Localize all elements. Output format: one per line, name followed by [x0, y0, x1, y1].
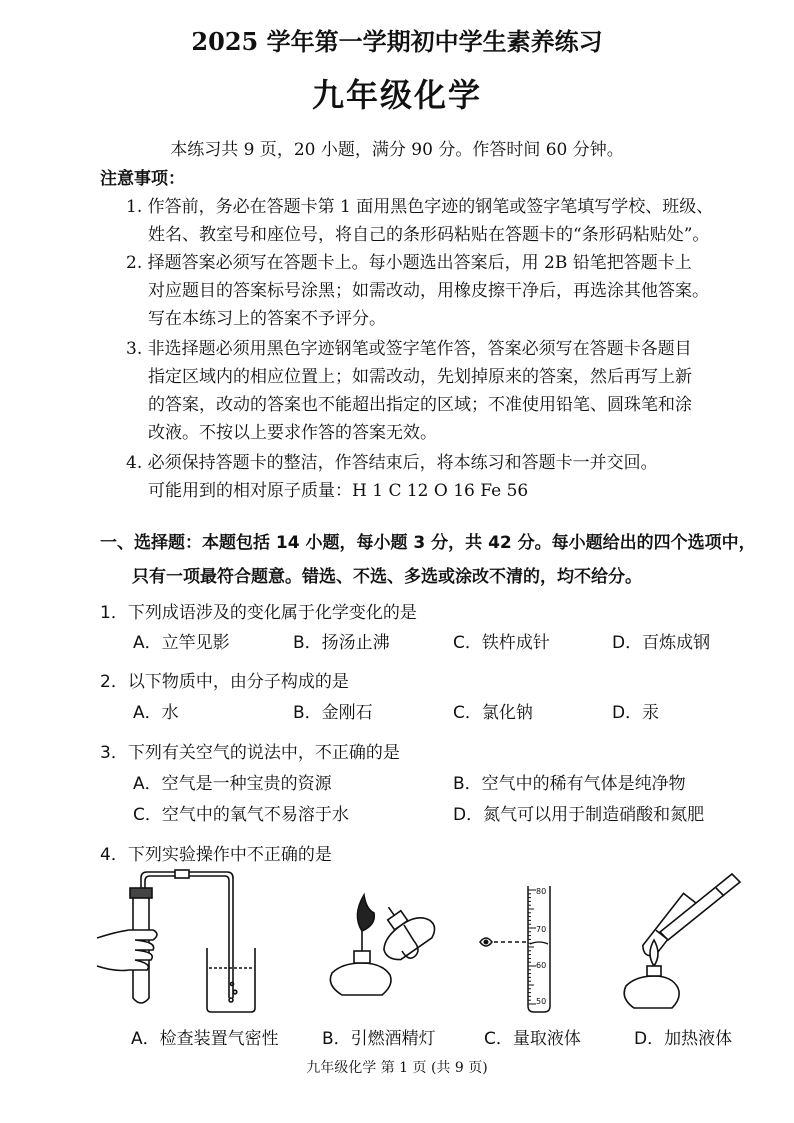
question-stem: 1．下列成语涉及的变化属于化学变化的是 — [100, 603, 417, 623]
notice-line: 4. 必须保持答题卡的整洁，作答结束后，将本练习和答题卡一并交回。 — [126, 453, 658, 473]
section-heading: 一、选择题：本题包括 14 小题，每小题 3 分，共 42 分。每小题给出的四个选项中， — [100, 533, 756, 553]
exam-intro: 本练习共 9 页，20 小题，满分 90 分。作答时间 60 分钟。 — [170, 140, 624, 160]
option-a: A．检查装置气密性 — [131, 1029, 279, 1049]
cylinder-tick-label: 50 — [536, 997, 547, 1006]
question-stem: 4．下列实验操作中不正确的是 — [100, 845, 332, 865]
notice-line: 对应题目的答案标号涂黑；如需改动，用橡皮擦干净后，再选涂其他答案。 — [148, 281, 709, 301]
option-a: A．立竿见影 — [133, 633, 230, 653]
option-c: C．铁杵成针 — [453, 633, 550, 653]
option-b: B．引燃酒精灯 — [322, 1029, 436, 1049]
graduated-cylinder-figure — [478, 882, 578, 1017]
atomic-mass-line: 可能用到的相对原子质量：H 1 C 12 O 16 Fe 56 — [148, 481, 529, 501]
cylinder-tick-label: 80 — [536, 887, 547, 896]
option-b: B．扬汤止沸 — [293, 633, 390, 653]
alcohol-lamp-figure — [318, 885, 458, 1015]
cylinder-tick-label: 60 — [536, 961, 547, 970]
cylinder-tick-label: 70 — [536, 925, 547, 934]
airtightness-figure — [95, 868, 275, 1016]
option-c: C．量取液体 — [484, 1029, 581, 1049]
question-stem: 2．以下物质中，由分子构成的是 — [100, 672, 349, 692]
option-c: C．空气中的氧气不易溶于水 — [133, 805, 349, 825]
option-d: D．百炼成钢 — [612, 633, 711, 653]
notice-line: 写在本练习上的答案不予评分。 — [148, 309, 386, 329]
page-footer: 九年级化学 第 1 页 (共 9 页) — [306, 1060, 488, 1076]
notice-line: 的答案，改动的答案也不能超出指定的区域；不准使用铅笔、圆珠笔和涂 — [148, 395, 692, 415]
option-a: A．空气是一种宝贵的资源 — [133, 774, 332, 794]
option-d: D．汞 — [612, 703, 660, 723]
question-stem: 3．下列有关空气的说法中，不正确的是 — [100, 743, 400, 763]
notice-line: 改液。不按以上要求作答的答案无效。 — [148, 423, 437, 443]
option-c: C．氯化钠 — [453, 703, 533, 723]
notice-line: 1. 作答前，务必在答题卡第 1 面用黑色字迹的钢笔或签字笔填写学校、班级、 — [126, 197, 714, 217]
notice-line: 姓名、教室号和座位号，将自己的条形码粘贴在答题卡的“条形码粘贴处”。 — [148, 225, 710, 245]
subject-title: 九年级化学 — [311, 76, 482, 114]
option-b: B．金刚石 — [293, 703, 373, 723]
option-d: D．氮气可以用于制造硝酸和氮肥 — [453, 805, 705, 825]
exam-title: 2025 学年第一学期初中学生素养练习 — [191, 27, 603, 56]
notice-line: 2. 择题答案必须写在答题卡上。每小题选出答案后，用 2B 铅笔把答题卡上 — [126, 253, 692, 273]
notice-line: 指定区域内的相应位置上；如需改动，先划掉原来的答案，然后再写上新 — [148, 367, 692, 387]
notice-line: 3. 非选择题必须用黑色字迹钢笔或签字笔作答，答案必须写在答题卡各题目 — [126, 339, 692, 359]
notice-heading: 注意事项： — [100, 169, 185, 189]
heating-liquid-figure — [616, 868, 756, 1016]
section-instructions: 只有一项最符合题意。错选、不选、多选或涂改不清的，均不给分。 — [132, 567, 642, 587]
option-d: D．加热液体 — [634, 1029, 733, 1049]
option-a: A．水 — [133, 703, 179, 723]
option-b: B．空气中的稀有气体是纯净物 — [453, 774, 686, 794]
